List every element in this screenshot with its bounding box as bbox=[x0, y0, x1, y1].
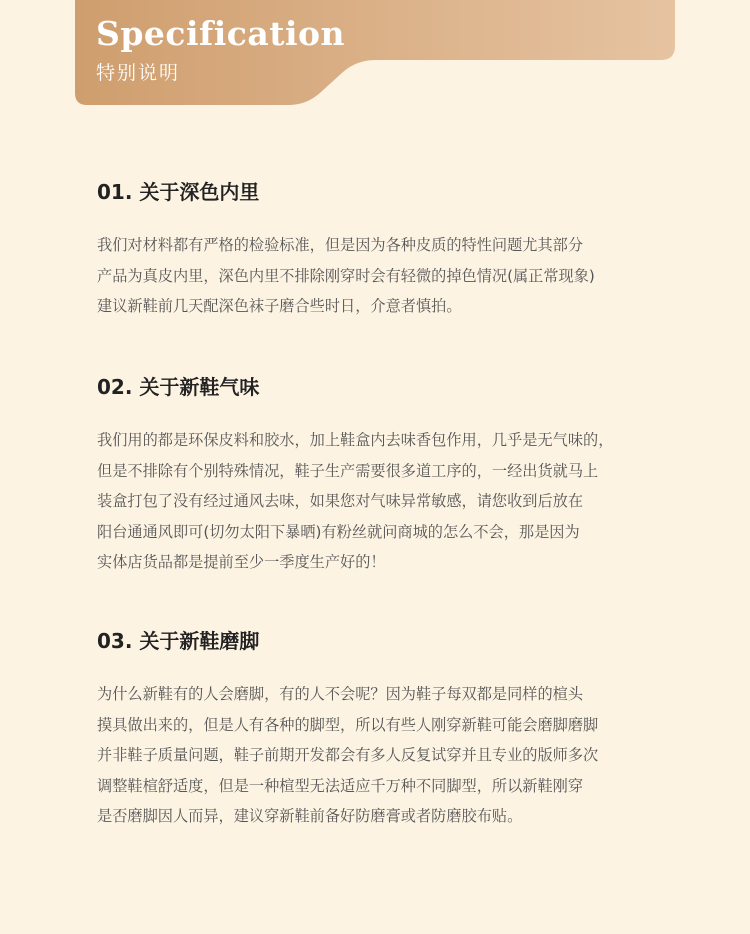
body-line: 装盒打包了没有经过通风去味，如果您对气味异常敏感，请您收到后放在 bbox=[97, 492, 583, 510]
section-body bbox=[97, 679, 677, 832]
section-new-shoe-odor bbox=[97, 373, 677, 578]
section-body bbox=[97, 230, 677, 322]
section-body bbox=[97, 425, 677, 578]
page-title: Specification bbox=[96, 14, 346, 53]
body-line: 我们用的都是环保皮料和胶水，加上鞋盒内去味香包作用，几乎是无气味的， bbox=[97, 431, 614, 449]
body-line: 建议新鞋前几天配深色袜子磨合些时日，介意者慎拍。 bbox=[97, 297, 462, 315]
body-line: 是否磨脚因人而异，建议穿新鞋前备好防磨膏或者防磨胶布贴。 bbox=[97, 807, 523, 825]
body-line: 产品为真皮内里，深色内里不排除刚穿时会有轻微的掉色情况(属正常现象) bbox=[97, 266, 595, 285]
body-line: 调整鞋楦舒适度，但是一种楦型无法适应千万种不同脚型，所以新鞋刚穿 bbox=[97, 776, 583, 795]
section-heading: 02. 关于新鞋气味 bbox=[97, 375, 260, 399]
body-line: 实体店货品都是提前至少一季度生产好的！ bbox=[97, 553, 386, 571]
section-heading: 01. 关于深色内里 bbox=[97, 180, 260, 204]
header-banner bbox=[75, 0, 675, 105]
body-line: 但是不排除有个别特殊情况，鞋子生产需要很多道工序的，一经出货就马上 bbox=[97, 461, 599, 480]
section-new-shoe-chafing bbox=[97, 627, 677, 832]
page-subtitle: 特别说明 bbox=[96, 62, 181, 84]
section-dark-lining bbox=[97, 178, 677, 322]
body-line: 为什么新鞋有的人会磨脚，有的人不会呢？因为鞋子每双都是同样的楦头 bbox=[97, 685, 583, 703]
body-line: 我们对材料都有严格的检验标准，但是因为各种皮质的特性问题尤其部分 bbox=[97, 236, 583, 254]
body-line: 并非鞋子质量问题，鞋子前期开发都会有多人反复试穿并且专业的版师多次 bbox=[97, 746, 599, 764]
section-heading: 03. 关于新鞋磨脚 bbox=[97, 629, 260, 653]
body-line: 摸具做出来的，但是人有各种的脚型，所以有些人刚穿新鞋可能会磨脚磨脚 bbox=[97, 715, 599, 734]
body-line: 阳台通通风即可(切勿太阳下暴晒)有粉丝就问商城的怎么不会，那是因为 bbox=[97, 522, 580, 541]
